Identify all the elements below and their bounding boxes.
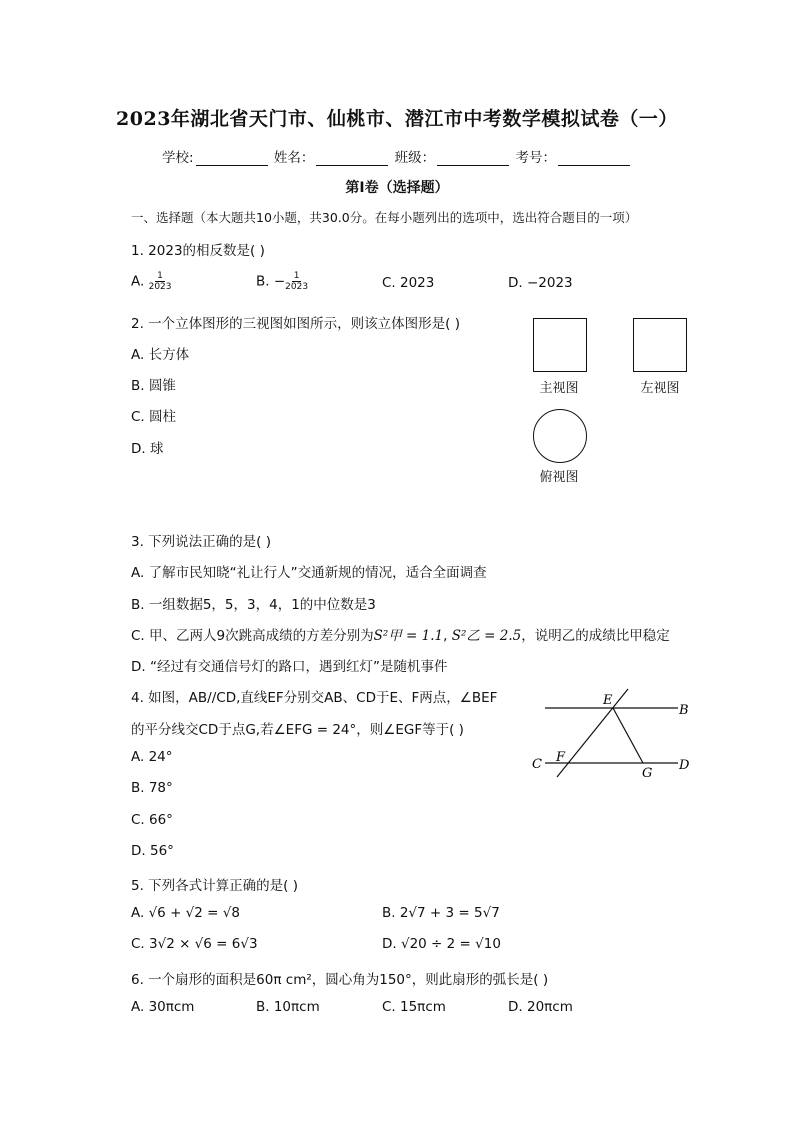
q2-option-a: A. 长方体 [131, 347, 190, 363]
school-label: 学校: [162, 150, 194, 166]
page-title: 2023年湖北省天门市、仙桃市、潜江市中考数学模拟试卷（一） [116, 108, 678, 130]
q2-option-d: D. 球 [131, 441, 164, 457]
q5-option-a: A. √6 + √2 = √8 [131, 905, 240, 921]
q1-option-d: D. −2023 [508, 275, 573, 291]
q3-option-d: D. “经过有交通信号灯的路口，遇到红灯”是随机事件 [131, 659, 448, 675]
q4-option-b: B. 78° [131, 780, 173, 796]
section-heading: 一、选择题（本大题共10小题，共30.0分。在每小题列出的选项中，选出符合题目的一项） [131, 210, 638, 225]
option-label: A. [131, 273, 145, 290]
q6-stem: 6. 一个扇形的面积是60π cm²，圆心角为150°，则此扇形的弧长是( ) [131, 972, 549, 988]
fraction: $\frac{1}{2023}$ [148, 271, 172, 292]
q3-option-a: A. 了解市民知晓“礼让行人”交通新规的情况，适合全面调查 [131, 565, 487, 581]
q4-figure [525, 684, 695, 784]
left-view-square [633, 318, 687, 372]
q5-option-c: C. 3√2 × √6 = 6√3 [131, 936, 258, 952]
name-blank[interactable] [316, 151, 388, 166]
option-label: B. [256, 273, 270, 290]
q3-option-b: B. 一组数据5，5，3，4，1的中位数是3 [131, 597, 376, 613]
q4-option-c: C. 66° [131, 812, 173, 828]
label-d: D [679, 758, 690, 773]
class-label: 班级： [394, 150, 436, 166]
top-view-circle [533, 409, 587, 463]
q6-option-a: A. 30πcm [131, 999, 195, 1015]
q3-option-c: C. 甲、乙两人9次跳高成绩的方差分别为S²甲 = 1.1, S²乙 = 2.5，说明乙的成绩比甲稳定 [131, 628, 670, 644]
front-view-caption: 主视图 [539, 381, 579, 396]
q1-option-b: B. − $\frac{1}{2023}$ [256, 271, 309, 292]
class-blank[interactable] [437, 151, 509, 166]
q5-option-b: B. 2√7 + 3 = 5√7 [382, 905, 500, 921]
student-info-line [0, 146, 794, 166]
q6-option-b: B. 10πcm [256, 999, 320, 1015]
q2-stem: 2. 一个立体图形的三视图如图所示，则该立体图形是( ) [131, 316, 460, 332]
q6-option-c: C. 15πcm [382, 999, 446, 1015]
part-heading: 第Ⅰ卷（选择题） [345, 180, 449, 196]
q6-option-d: D. 20πcm [508, 999, 573, 1015]
q4-option-a: A. 24° [131, 749, 173, 765]
q2-option-c: C. 圆柱 [131, 409, 177, 425]
number-label: 考号： [515, 150, 556, 166]
q4-stem-line1: 4. 如图，AB//CD,直线EF分别交AB、CD于E、F两点，∠BEF [131, 690, 498, 706]
q2-option-b: B. 圆锥 [131, 378, 176, 394]
label-g: G [642, 766, 653, 781]
label-b: B [679, 703, 689, 718]
q3-stem: 3. 下列说法正确的是( ) [131, 534, 271, 550]
label-f: F [556, 750, 566, 765]
q4-stem-line2: 的平分线交CD于点G,若∠EFG = 24°，则∠EGF等于( ) [131, 722, 464, 738]
q5-stem: 5. 下列各式计算正确的是( ) [131, 878, 298, 894]
q1-option-c: C. 2023 [382, 275, 435, 291]
school-blank[interactable] [196, 151, 268, 166]
label-c: C [532, 757, 542, 772]
q4-option-d: D. 56° [131, 843, 174, 859]
name-label: 姓名： [273, 150, 315, 166]
q1-stem: 1. 2023的相反数是( ) [131, 243, 265, 259]
line-ef [557, 689, 628, 777]
front-view-square [533, 318, 587, 372]
q1-option-a [131, 271, 172, 292]
fraction: $\frac{1}{2023}$ [285, 271, 309, 292]
top-view-caption: 俯视图 [539, 470, 579, 485]
label-e: E [603, 693, 613, 708]
number-blank[interactable] [558, 151, 630, 166]
q5-option-d: D. √20 ÷ 2 = √10 [382, 936, 501, 952]
left-view-caption: 左视图 [640, 381, 680, 396]
line-eg [613, 708, 643, 763]
